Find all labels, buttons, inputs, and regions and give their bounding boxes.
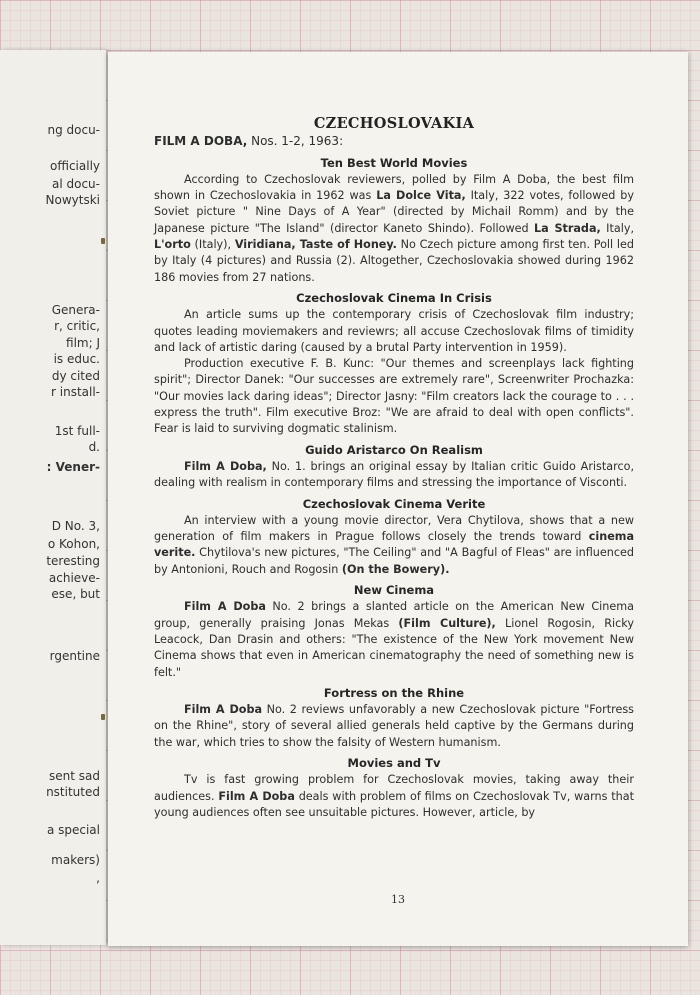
publication-line (154, 133, 634, 149)
section-heading: Ten Best World Movies (320, 155, 468, 170)
left-page-fragment: sent sad (49, 769, 100, 783)
left-page-fragment: r install- (51, 385, 100, 399)
left-page-fragment: rgentine (49, 649, 100, 663)
country-heading: CZECHOSLOVAKIA (313, 115, 475, 132)
binding-staple-bottom (101, 714, 105, 720)
publication-name: FILM A DOBA, (154, 134, 248, 149)
section-heading: Czechoslovak Cinema Verite (302, 496, 486, 511)
section-paragraph (154, 172, 634, 286)
section-heading: Guido Aristarco On Realism (305, 442, 483, 457)
section-heading: Movies and Tv (347, 755, 441, 770)
left-page-fragment: officially (50, 159, 100, 173)
left-page-fragment: Genera- (51, 303, 100, 317)
left-page-fragment: ese, but (51, 587, 100, 601)
document-page (108, 52, 688, 946)
left-page-fragment: makers) (51, 853, 100, 867)
publication-issue: Nos. 1-2, 1963: (247, 134, 344, 149)
left-page-fragment: r, critic, (54, 319, 100, 333)
left-page-fragment: o Kohon, (47, 537, 100, 551)
body-text: Tv is fast growing problem for Czechoslovak movies, taking away their audiences. (154, 773, 634, 803)
left-page-fragment: teresting (46, 554, 100, 568)
left-page-fragment: , (96, 871, 100, 885)
body-text: Production executive F. B. Kunc: "Our themes and screenplays lack fighting spirit"; Director Danek: "Our successes are extremely rare", Screenwriter Prochazka: "Our movies lack daring ideas"; Director Jasny: "Film creators lack the courage to . . . express the truth". Film executive Broz: "We are afraid to deal with open conflicts". Fear is laid to surviving dogmatic stalinism. (154, 357, 634, 436)
section-paragraph (154, 513, 634, 578)
section-heading: New Cinema (353, 583, 435, 598)
body-text: deals with problem of films on Czechoslovak Tv, warns that young audiences often see unsuitable pictures. However, article, by (154, 789, 634, 819)
left-page-fragment: nstituted (46, 785, 100, 799)
bold-title-text: Film A Doba, (184, 459, 267, 473)
left-page-fragment: is educ. (53, 352, 100, 366)
left-page-fragment: al docu- (52, 177, 100, 191)
body-text: No Czech picture among first ten. Poll led by Italy (4 pictures) and Russia (2). Altogether, Czechoslovakia showed during 1962 186 movies from 27 nations. (154, 238, 634, 284)
bold-title-text: Film A Doba (184, 703, 263, 717)
left-page-fragment: film; J (66, 336, 100, 350)
left-page-fragment: achieve- (48, 571, 100, 585)
body-text: An article sums up the contemporary crisis of Czechoslovak film industry; quotes leading moviemakers and reviewrs; all accuse Czechoslovak films of timidity and lack of artistic daring (caused by a brutal Party intervention in 1959). (154, 308, 634, 354)
page-content (154, 116, 634, 821)
body-text: Italy, (600, 221, 635, 235)
body-text: According to Czechoslovak reviewers, polled by Film A Doba, the best film shown in Czechoslovakia in 1962 was (154, 172, 634, 203)
bold-title-text: (Film Culture), (398, 616, 496, 630)
left-page-fragment: Nowytski (45, 193, 100, 207)
left-page-fragment: a special (46, 823, 100, 837)
section-paragraph (154, 356, 634, 437)
bold-title-text: Film A Doba (218, 789, 295, 803)
bold-title-text: cinema verite. (154, 530, 634, 560)
section-heading: Fortress on the Rhine (323, 685, 465, 700)
section-paragraph (154, 599, 634, 680)
left-page-fragment: ng docu- (47, 123, 100, 137)
bold-title-text: L'orto (154, 238, 191, 252)
section-heading: Czechoslovak Cinema In Crisis (296, 290, 492, 305)
section-paragraph (154, 459, 634, 492)
body-text: Lionel Rogosin, Ricky Leacock, Dan Drasin and others: "The existence of the New York movement New Cinema shows that even in American cinematography the need of something new is felt." (154, 616, 634, 679)
body-text: No. 2 brings a slanted article on the American New Cinema group, generally praising Jonas Mekas (154, 600, 634, 630)
page-number: 13 (391, 893, 405, 906)
left-page-fragment: dy cited (51, 369, 100, 383)
bold-title-text: Viridiana, Taste of Honey. (234, 238, 397, 252)
left-page-fragment: 1st full- (54, 424, 100, 438)
section-paragraph (154, 307, 634, 356)
body-text: No. 1. brings an original essay by Italian critic Guido Aristarco, dealing with realism in contemporary films and stressing the importance of Visconti. (154, 459, 634, 490)
section-paragraph (154, 702, 634, 751)
facing-page-left (0, 50, 106, 945)
left-page-fragment: D No. 3, (51, 519, 100, 533)
left-page-fragment: d. (88, 440, 100, 454)
article-sections (154, 155, 634, 822)
body-text: (Italy), (190, 238, 235, 252)
body-text: No. 2 reviews unfavorably a new Czechoslovak picture "Fortress on the Rhine", story of several allied generals held captive by the Germans during the war, which tries to show the falsity of Western humanism. (154, 703, 634, 749)
body-text: Italy, 322 votes, followed by Soviet picture " Nine Days of A Year" (directed by Michail Romm) and by the Japanese picture "The Island" (director Kaneto Shindo). Followed (154, 189, 634, 235)
section-paragraph (154, 772, 634, 821)
left-page-fragment: : Vener- (46, 460, 100, 474)
binding-staple-top (101, 238, 105, 244)
bold-title-text: (On the Bowery). (341, 562, 450, 576)
bold-title-text: La Dolce Vita, (376, 189, 466, 203)
bold-title-text: La Strada, (534, 221, 601, 235)
body-text: An interview with a young movie director, Vera Chytilova, shows that a new generation of film makers in Prague follows closely the trends toward (154, 513, 634, 544)
body-text: Chytilova's new pictures, "The Ceiling" and "A Bagful of Fleas" are influenced by Antonioni, Rouch and Rogosin (154, 546, 634, 576)
bold-title-text: Film A Doba (184, 600, 266, 614)
